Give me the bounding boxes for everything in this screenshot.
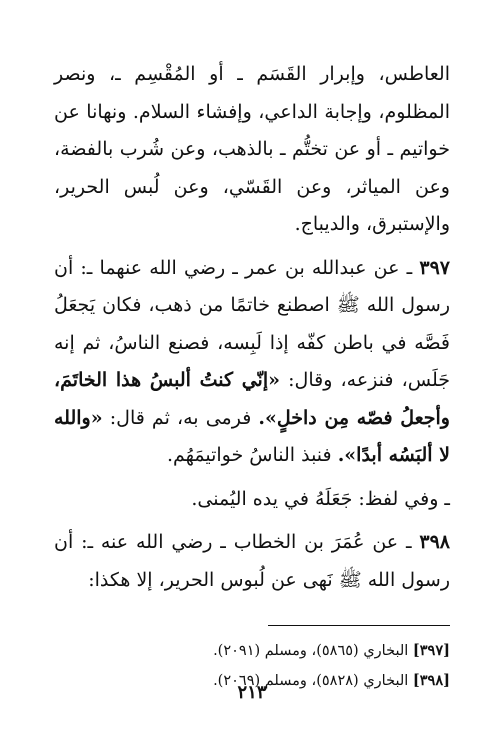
hadith-398	[54, 524, 450, 599]
hadith-quote: «والله لا ألبَسُه أبدًا».	[54, 406, 450, 466]
footnote-text: البخاري (٥٨٦٥)، ومسلم (٢٠٩١).	[213, 643, 409, 659]
hadith-397	[54, 250, 450, 475]
page-number: ٢١٣	[237, 682, 267, 703]
hadith-text: فنبذ الناسُ خواتيمَهُم.	[166, 444, 332, 466]
footnote-separator	[268, 625, 450, 626]
hadith-text: ـ عن عبدالله بن عمر ـ رضي الله عنهما ـ: أن رسول الله ﷺ اصطنع خاتمًا من ذهب، فكان يَجعَلُ فَصَّه في باطن كفّه إذا لَبِسه، فصنع الناسُ، ثم إنه جَلَس، فنزعه، وقال:	[54, 256, 451, 391]
intro-paragraph: العاطس، وإبرار القَسَم ـ أو المُقْسِم ـ، ونصر المظلوم، وإجابة الداعي، وإفشاء السلام. ونهانا عن خواتيم ـ أو عن تختُّم ـ بالذهب، وعن شُرب بالفضة، وعن المياثر، وعن القَسّي، وعن لُبس الحرير، والإستبرق، والديباج.	[54, 63, 450, 235]
hadith-variant: ـ وفي لفظ: جَعَلَهُ في يده اليُمنى.	[191, 487, 450, 510]
hadith-number: ٣٩٨	[419, 531, 451, 553]
hadith-text: فرمى به، ثم قال:	[109, 406, 252, 429]
footnote	[54, 636, 450, 666]
footnote-text: البخاري (٥٨٢٨)، ومسلم (٢٠٦٩).	[213, 673, 409, 689]
hadith-quote: «إنّي كنتُ ألبسُ هذا الخاتَمَ، وأجعلُ فصّه مِن داخلٍ».	[54, 369, 450, 429]
footnote-ref: [٣٩٨]	[412, 672, 450, 689]
hadith-text: ـ عن عُمَرَ بن الخطاب ـ رضي الله عنه ـ: أن رسول الله ﷺ نَهى عن لُبوس الحرير، إلا هكذا:	[54, 531, 450, 591]
footnote-ref: [٣٩٧]	[412, 642, 450, 659]
hadith-number: ٣٩٧	[419, 256, 450, 279]
